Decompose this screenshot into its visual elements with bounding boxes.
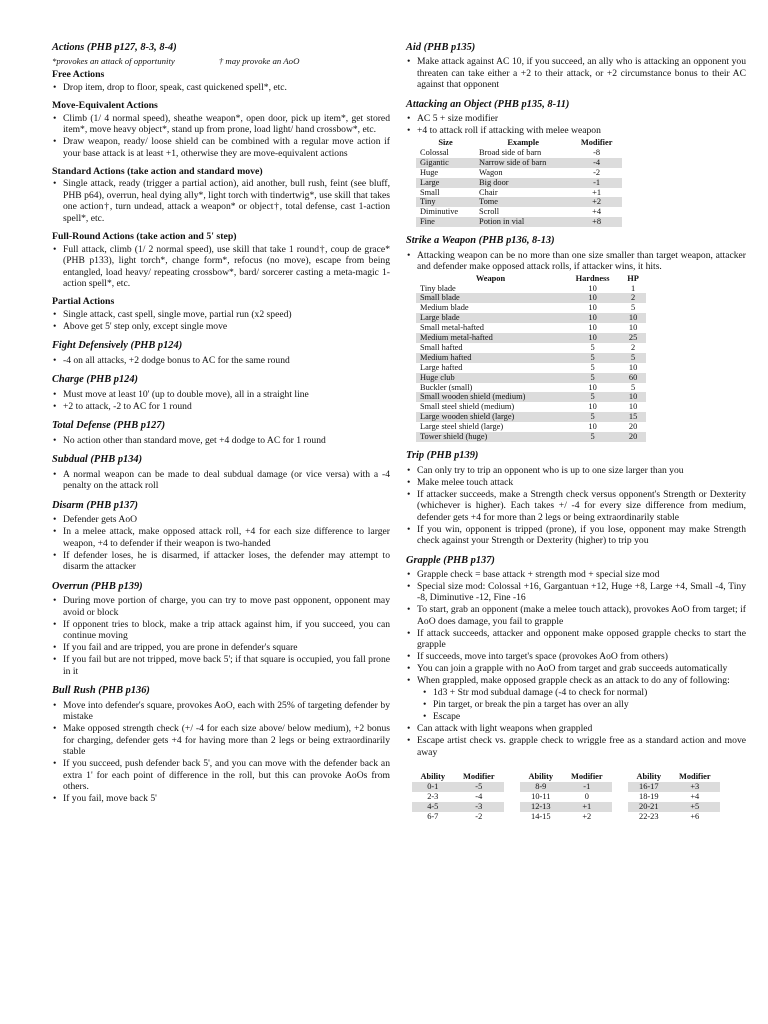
table-row bbox=[520, 812, 612, 822]
table-cell: 5 bbox=[565, 373, 620, 383]
standard-actions-list bbox=[52, 178, 390, 224]
table-cell: 10 bbox=[628, 323, 638, 333]
list-item: • Can only try to trip an opponent who is up to one size larger than you bbox=[406, 465, 746, 477]
column-header: Ability bbox=[636, 772, 662, 782]
fight-list bbox=[52, 355, 390, 367]
free-actions-list bbox=[52, 82, 390, 94]
list-item: • -4 on all attacks, +2 dodge bonus to AC for the same round bbox=[52, 355, 390, 367]
move-actions-list bbox=[52, 113, 390, 160]
list-item: • Above get 5' step only, except single move bbox=[52, 321, 390, 333]
table-cell: Small metal-hafted bbox=[420, 323, 484, 333]
object-size-table bbox=[416, 138, 622, 227]
table-cell: 20-21 bbox=[628, 802, 670, 812]
table-cell: Chair bbox=[479, 187, 498, 197]
strike-list bbox=[406, 250, 746, 273]
table-cell: Colossal bbox=[420, 147, 449, 157]
table-cell: 20 bbox=[620, 432, 646, 442]
table-cell: Medium hafted bbox=[416, 353, 565, 363]
table-row bbox=[628, 802, 720, 812]
column-header: Modifier bbox=[462, 772, 495, 782]
trip-title: Trip (PHB p139) bbox=[406, 450, 479, 462]
table-cell: 10 bbox=[588, 382, 597, 392]
list-item: • If succeeds, move into target's space (provokes AoO from others) bbox=[406, 651, 746, 663]
table-cell: 4-5 bbox=[412, 802, 454, 812]
table-cell: Large wooden shield (large) bbox=[416, 412, 565, 422]
total-defense-title: Total Defense (PHB p127) bbox=[52, 420, 166, 432]
table-cell: Small wooden shield (medium) bbox=[416, 392, 565, 402]
list-item: • Make attack against AC 10, if you succeed, an ally who is attacking an opponent you threaten can take either a +2 to their attack, or +2 circumstance bonus to their AC against that opponent bbox=[406, 56, 746, 91]
section-actions bbox=[52, 42, 390, 332]
table-cell: 10 bbox=[565, 293, 620, 303]
table-cell: -8 bbox=[593, 147, 601, 157]
table-cell: +4 bbox=[690, 792, 700, 802]
column-header: Weapon bbox=[475, 273, 506, 283]
free-actions-title: Free Actions bbox=[52, 69, 105, 81]
table-row bbox=[416, 412, 646, 422]
column-header: Example bbox=[507, 137, 539, 147]
column-header: Modifier bbox=[678, 772, 711, 782]
table-row bbox=[416, 148, 622, 158]
table-cell: +8 bbox=[571, 217, 622, 227]
table-row bbox=[416, 178, 622, 188]
section-grapple bbox=[406, 555, 746, 759]
list-item: • AC 5 + size modifier bbox=[406, 113, 746, 125]
table-cell: Huge club bbox=[416, 373, 565, 383]
table-cell: 10-11 bbox=[531, 792, 551, 802]
table-cell: Large bbox=[416, 178, 475, 188]
table-cell: Small bbox=[420, 187, 440, 197]
weapon-hardness-table bbox=[416, 274, 646, 442]
list-item: • 1d3 + Str mod subdual damage (-4 to check for normal) bbox=[422, 687, 746, 699]
table-row bbox=[412, 782, 504, 792]
table-row bbox=[412, 802, 504, 812]
list-item: • You can join a grapple with no AoO from target and grab succeeds automatically bbox=[406, 663, 746, 675]
list-item: • Drop item, drop to floor, speak, cast quickened spell*, etc. bbox=[52, 82, 390, 94]
ability-table-2 bbox=[520, 772, 612, 822]
table-row bbox=[416, 392, 646, 402]
table-cell: Large hafted bbox=[420, 362, 463, 372]
table-cell: 10 bbox=[565, 313, 620, 323]
table-cell: +5 bbox=[670, 802, 720, 812]
table-cell: Broad side of barn bbox=[479, 147, 542, 157]
overrun-list bbox=[52, 595, 390, 677]
list-item: • If you fail but are not tripped, move back 5'; if that square is occupied, you fall prone in it bbox=[52, 654, 390, 677]
table-row bbox=[416, 333, 646, 343]
column-header: Modifier bbox=[570, 772, 603, 782]
table-cell: -4 bbox=[475, 792, 483, 802]
list-item: • +4 to attack roll if attacking with melee weapon bbox=[406, 125, 746, 137]
table-cell: Medium blade bbox=[420, 303, 469, 313]
table-cell: -5 bbox=[454, 782, 504, 792]
list-item: • If you fail, move back 5' bbox=[52, 793, 390, 805]
table-cell: -4 bbox=[571, 158, 622, 168]
table-row bbox=[416, 373, 646, 383]
table-row bbox=[416, 284, 646, 294]
table-row bbox=[628, 782, 720, 792]
move-actions-title: Move-Equivalent Actions bbox=[52, 99, 158, 111]
table-cell: 5 bbox=[630, 382, 636, 392]
table-cell: +2 bbox=[571, 197, 622, 207]
ability-table-3 bbox=[628, 772, 720, 822]
table-cell: 10 bbox=[588, 323, 597, 333]
table-row bbox=[416, 197, 622, 207]
table-cell: 10 bbox=[588, 422, 597, 432]
table-cell: 10 bbox=[588, 402, 597, 412]
table-cell: Small steel shield (medium) bbox=[420, 402, 515, 412]
charge-list bbox=[52, 389, 390, 413]
list-item: • Draw weapon, ready/ loose shield can be combined with a regular move action if your base attack is at least +1, otherwise they are move-equivalent actions bbox=[52, 136, 390, 159]
table-cell: Big door bbox=[475, 178, 571, 188]
table-cell: Medium metal-hafted bbox=[416, 333, 565, 343]
table-cell: 5 bbox=[565, 412, 620, 422]
list-item: • During move portion of charge, you can try to move past opponent, opponent may avoid or block bbox=[52, 595, 390, 618]
list-item: • Escape bbox=[422, 711, 746, 723]
table-cell: 5 bbox=[590, 342, 595, 352]
list-item: • Defender gets AoO bbox=[52, 514, 390, 526]
list-item: • Can attack with light weapons when grappled bbox=[406, 723, 746, 735]
left-column bbox=[52, 42, 390, 813]
table-cell: -3 bbox=[454, 802, 504, 812]
aid-list bbox=[406, 56, 746, 91]
list-item: • Single attack, ready (trigger a partial action), aid another, bull rush, feint (see bluff, PHB p64), overrun, heal dying ally*, light torch with tindertwig*, use skill that takes one action†, turn undead, attack a weapon* or object†, total defense, cast 1-action spell*, etc. bbox=[52, 178, 390, 224]
table-cell: 8-9 bbox=[520, 782, 562, 792]
column-header: Ability bbox=[420, 772, 446, 782]
overrun-title: Overrun (PHB p139) bbox=[52, 580, 143, 592]
bull-rush-title: Bull Rush (PHB p136) bbox=[52, 685, 150, 697]
list-item: • Make melee touch attack bbox=[406, 477, 746, 489]
table-cell: 5 bbox=[565, 353, 620, 363]
list-item: • Attacking weapon can be no more than one size smaller than target weapon, attacker and defender make opposed attack rolls, if attacker wins, it hits. bbox=[406, 250, 746, 273]
table-row bbox=[416, 363, 646, 373]
list-item: • Move into defender's square, provokes AoO, each with 25% of targeting defender by mistake bbox=[52, 700, 390, 723]
table-row bbox=[416, 293, 646, 303]
column-header: Hardness bbox=[575, 273, 610, 283]
list-item: • Escape artist check vs. grapple check to wriggle free as a standard action and move away bbox=[406, 735, 746, 758]
table-row bbox=[416, 188, 622, 198]
subdual-list bbox=[52, 469, 390, 492]
section-trip bbox=[406, 450, 746, 546]
table-cell: Tiny bbox=[416, 197, 475, 207]
list-item: • No action other than standard move, get +4 dodge to AC for 1 round bbox=[52, 435, 390, 447]
table-row bbox=[628, 812, 720, 822]
table-cell: 16-17 bbox=[628, 782, 670, 792]
list-item: • To start, grab an opponent (make a melee touch attack), provokes AoO from target; if AoO does damage, you fail to grapple bbox=[406, 604, 746, 627]
section-subdual bbox=[52, 454, 390, 491]
partial-actions-list bbox=[52, 309, 390, 333]
table-row bbox=[520, 792, 612, 802]
list-item: • Grapple check = base attack + strength mod + special size mod bbox=[406, 569, 746, 581]
table-row bbox=[416, 168, 622, 178]
table-row bbox=[416, 402, 646, 412]
table-header-row bbox=[520, 772, 612, 782]
table-cell: 6-7 bbox=[427, 812, 439, 822]
table-cell: Buckler (small) bbox=[420, 382, 473, 392]
disarm-title: Disarm (PHB p137) bbox=[52, 499, 139, 511]
trip-list bbox=[406, 465, 746, 547]
table-cell: 5 bbox=[620, 353, 646, 363]
table-row bbox=[416, 353, 646, 363]
table-cell: +3 bbox=[670, 782, 720, 792]
table-row bbox=[416, 422, 646, 432]
actions-legend bbox=[52, 56, 390, 67]
column-header: HP bbox=[627, 273, 639, 283]
table-cell: -1 bbox=[562, 782, 612, 792]
table-cell: 0-1 bbox=[412, 782, 454, 792]
table-row bbox=[416, 303, 646, 313]
section-attacking-object bbox=[406, 99, 746, 227]
total-defense-list bbox=[52, 435, 390, 447]
table-cell: +2 bbox=[582, 812, 592, 822]
section-fight-defensively bbox=[52, 340, 390, 366]
table-cell: +1 bbox=[592, 187, 602, 197]
list-item: • Climb (1/ 4 normal speed), sheathe weapon*, open door, pick up item*, get stored item*, move heavy object*, stand up from prone, load light/ hand crossbow*, etc. bbox=[52, 113, 390, 136]
table-cell: 10 bbox=[588, 303, 597, 313]
table-header-row bbox=[416, 138, 622, 148]
table-row bbox=[416, 313, 646, 323]
table-header-row bbox=[416, 274, 646, 284]
list-item: • When grappled, make opposed grapple check as an attack to do any of following: bbox=[406, 675, 746, 687]
column-header: Ability bbox=[528, 772, 554, 782]
table-cell: Fine bbox=[416, 217, 475, 227]
table-cell: Small blade bbox=[416, 293, 565, 303]
right-column bbox=[406, 42, 746, 822]
table-cell: Tower shield (huge) bbox=[416, 432, 565, 442]
fullround-actions-list bbox=[52, 244, 390, 290]
section-bull-rush bbox=[52, 685, 390, 804]
grapple-sub-list bbox=[422, 687, 746, 723]
table-row bbox=[416, 158, 622, 168]
ability-modifier-tables bbox=[412, 772, 746, 822]
list-item: • If you win, opponent is tripped (prone), if you lose, opponent may make Strength check against your Strength or Dexterity (higher) to trip you bbox=[406, 524, 746, 547]
list-item: • Must move at least 10' (up to double move), all in a straight line bbox=[52, 389, 390, 401]
section-overrun bbox=[52, 581, 390, 677]
table-cell: +4 bbox=[592, 207, 602, 217]
legend-maybe-aoo: † may provoke an AoO bbox=[218, 56, 300, 67]
table-row bbox=[628, 792, 720, 802]
table-cell: +1 bbox=[562, 802, 612, 812]
list-item: • A normal weapon can be made to deal subdual damage (or vice versa) with a -4 penalty on the attack roll bbox=[52, 469, 390, 492]
table-row bbox=[416, 432, 646, 442]
table-row bbox=[416, 383, 646, 393]
disarm-list bbox=[52, 514, 390, 573]
standard-actions-title: Standard Actions (take action and standard move) bbox=[52, 165, 263, 177]
list-item: • In a melee attack, make opposed attack roll, +4 for each size difference to larger weapon, +4 to defender if their weapon is two-handed bbox=[52, 526, 390, 549]
aid-title: Aid (PHB p135) bbox=[406, 42, 476, 53]
table-cell: 5 bbox=[565, 432, 620, 442]
section-strike-weapon bbox=[406, 235, 746, 442]
table-row bbox=[416, 343, 646, 353]
table-cell: 10 bbox=[628, 362, 638, 372]
table-cell: Tiny blade bbox=[420, 283, 456, 293]
table-cell: 5 bbox=[630, 303, 636, 313]
table-cell: 15 bbox=[620, 412, 646, 422]
actions-title: Actions (PHB p127, 8-3, 8-4) bbox=[52, 42, 177, 53]
section-disarm bbox=[52, 500, 390, 573]
grapple-list-a bbox=[406, 569, 746, 687]
table-cell: +6 bbox=[690, 812, 700, 822]
column-header: Size bbox=[438, 137, 453, 147]
strike-title: Strike a Weapon (PHB p136, 8-13) bbox=[406, 235, 555, 247]
table-cell: 10 bbox=[565, 333, 620, 343]
fight-title: Fight Defensively (PHB p124) bbox=[52, 340, 183, 352]
list-item: • If attacker succeeds, make a Strength check versus opponent's Strength or Dexterity (whichever is higher). Each takes +/ -4 for every size difference from medium, defender gets +4 for more than 2 legs or being extraordinarily stable bbox=[406, 489, 746, 524]
table-cell: Scroll bbox=[479, 207, 500, 217]
list-item: • If you succeed, push defender back 5', and you can move with the defender back an extra 1' for each point of difference in the roll, but this can provoke AoOs from others. bbox=[52, 758, 390, 793]
list-item: • If opponent tries to block, make a trip attack against him, if you succeed, you can continue moving bbox=[52, 619, 390, 642]
partial-actions-title: Partial Actions bbox=[52, 296, 115, 308]
table-cell: Tome bbox=[475, 197, 571, 207]
table-cell: 14-15 bbox=[531, 812, 551, 822]
table-cell: Potion in vial bbox=[475, 217, 571, 227]
table-cell: -2 bbox=[475, 812, 483, 822]
table-cell: Narrow side of barn bbox=[475, 158, 571, 168]
table-header-row bbox=[628, 772, 720, 782]
table-row bbox=[520, 802, 612, 812]
table-row bbox=[416, 323, 646, 333]
ability-table-1 bbox=[412, 772, 504, 822]
list-item: • Single attack, cast spell, single move, partial run (x2 speed) bbox=[52, 309, 390, 321]
column-header: Modifier bbox=[580, 137, 613, 147]
table-cell: 18-19 bbox=[639, 792, 659, 802]
table-cell: Large steel shield (large) bbox=[420, 422, 504, 432]
table-cell: Diminutive bbox=[420, 207, 459, 217]
table-cell: Gigantic bbox=[416, 158, 475, 168]
table-cell: 2-3 bbox=[427, 792, 439, 802]
section-total-defense bbox=[52, 420, 390, 446]
list-item: • Pin target, or break the pin a target has over an ally bbox=[422, 699, 746, 711]
grapple-title: Grapple (PHB p137) bbox=[406, 554, 495, 566]
table-cell: 10 bbox=[620, 313, 646, 323]
table-cell: 5 bbox=[565, 392, 620, 402]
table-row bbox=[520, 782, 612, 792]
table-header-row bbox=[412, 772, 504, 782]
table-cell: 2 bbox=[620, 293, 646, 303]
table-row bbox=[416, 217, 622, 227]
table-cell: Large blade bbox=[416, 313, 565, 323]
table-cell: Huge bbox=[420, 167, 439, 177]
table-cell: 22-23 bbox=[639, 812, 659, 822]
list-item: • If attack succeeds, attacker and opponent make opposed grapple checks to start the grapple bbox=[406, 628, 746, 651]
table-cell: 5 bbox=[590, 362, 595, 372]
list-item: • Special size mod: Colossal +16, Gargantuan +12, Huge +8, Large +4, Small -4, Tiny -8, Diminutive -12, Fine -16 bbox=[406, 581, 746, 604]
list-item: • If you fail and are tripped, you are prone in defender's square bbox=[52, 642, 390, 654]
table-row bbox=[416, 207, 622, 217]
section-aid bbox=[406, 42, 746, 91]
table-row bbox=[412, 812, 504, 822]
table-cell: 60 bbox=[620, 373, 646, 383]
table-cell: -1 bbox=[571, 178, 622, 188]
object-list bbox=[406, 113, 746, 137]
list-item: • Full attack, climb (1/ 2 normal speed), use skill that take 1 round†, coup de grace* (PHB p133), light torch*, change form*, refocus (no move), escape from being entangled, load heavy/ repeating crossbow*, bard/ sorcerer casting a meta-magic 1-action spell*, etc. bbox=[52, 244, 390, 290]
charge-title: Charge (PHB p124) bbox=[52, 374, 139, 386]
list-item: • +2 to attack, -2 to AC for 1 round bbox=[52, 401, 390, 413]
table-cell: 2 bbox=[630, 342, 636, 352]
list-item: • If defender loses, he is disarmed, if attacker loses, the defender may attempt to disarm the attacker bbox=[52, 550, 390, 573]
table-cell: 25 bbox=[620, 333, 646, 343]
table-cell: Small hafted bbox=[420, 342, 463, 352]
table-cell: 1 bbox=[630, 283, 636, 293]
table-cell: 20 bbox=[628, 422, 638, 432]
fullround-actions-title: Full-Round Actions (take action and 5' step) bbox=[52, 230, 237, 242]
table-cell: 0 bbox=[584, 792, 589, 802]
section-charge bbox=[52, 374, 390, 412]
bull-rush-list bbox=[52, 700, 390, 805]
table-cell: 10 bbox=[620, 392, 646, 402]
grapple-list-b bbox=[406, 723, 746, 758]
subdual-title: Subdual (PHB p134) bbox=[52, 454, 143, 466]
legend-aoo: *provokes an attack of opportunity bbox=[52, 56, 175, 67]
list-item: • Make opposed strength check (+/ -4 for each size above/ below medium), +2 bonus for charging, defender gets +4 for having more than 2 legs or being extraordinarily stable bbox=[52, 723, 390, 758]
table-cell: -2 bbox=[593, 167, 601, 177]
object-title: Attacking an Object (PHB p135, 8-11) bbox=[406, 98, 570, 110]
table-cell: 10 bbox=[588, 283, 597, 293]
table-cell: 10 bbox=[628, 402, 638, 412]
table-row bbox=[412, 792, 504, 802]
table-cell: 12-13 bbox=[520, 802, 562, 812]
table-cell: Wagon bbox=[479, 167, 503, 177]
